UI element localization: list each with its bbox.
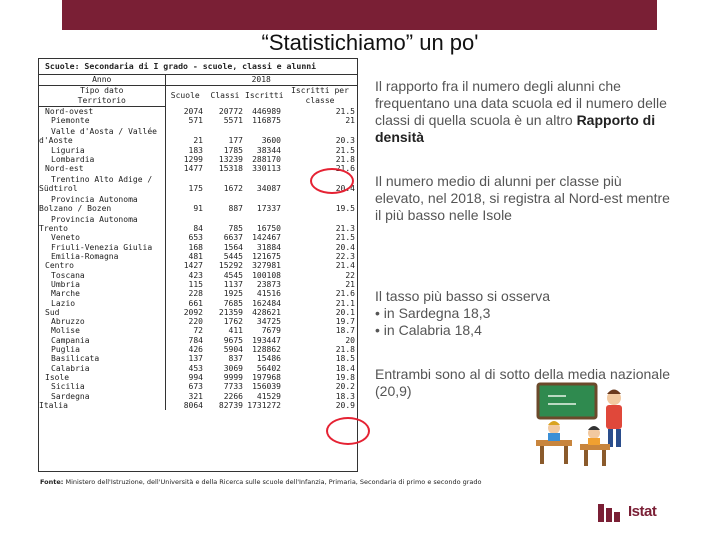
cell-scuole: 994 [188, 372, 203, 382]
table-row [39, 126, 357, 146]
istat-logo-text: Istat [628, 503, 657, 520]
cell-iscritti: 7679 [261, 326, 281, 336]
cell-scuole: 1477 [183, 164, 203, 174]
row-label-line2: Südtirol [39, 184, 78, 194]
table-row [39, 382, 357, 391]
paragraph-lowest [375, 288, 670, 339]
cell-scuole: 137 [188, 354, 203, 364]
cell-iscritti: 197968 [252, 372, 281, 382]
cell-per-classe: 20.1 [335, 307, 355, 317]
slide-title: “Statistichiamo” un po' [261, 30, 479, 55]
cell-per-classe: 21.8 [335, 345, 355, 355]
cell-per-classe: 21.5 [335, 233, 355, 243]
cell-iscritti: 288170 [252, 154, 281, 164]
cell-iscritti: 162484 [252, 298, 281, 308]
table-row [39, 261, 357, 270]
cell-iscritti: 327981 [252, 261, 281, 271]
cell-per-classe: 21.8 [335, 154, 355, 164]
table-row [39, 345, 357, 354]
cell-per-classe: 21.5 [335, 145, 355, 155]
row-label: Nord-est [39, 164, 165, 173]
cell-scuole: 72 [193, 326, 203, 336]
cell-per-classe: 20 [345, 335, 355, 345]
cell-per-classe: 21 [345, 116, 355, 126]
cell-classi: 837 [228, 354, 243, 364]
cell-per-classe: 19.8 [335, 372, 355, 382]
row-label-line1: Valle d'Aosta / Vallée [51, 127, 157, 136]
cell-iscritti: 193447 [252, 335, 281, 345]
cell-scuole: 653 [188, 233, 203, 243]
row-label: Toscana [39, 271, 165, 280]
table-row [39, 280, 357, 289]
cell-per-classe: 20.4 [335, 242, 355, 252]
cell-classi: 1137 [223, 279, 243, 289]
table-row [39, 401, 357, 410]
cell-classi: 6637 [223, 233, 243, 243]
row-label: Umbria [39, 280, 165, 289]
row-label: Nord-ovest [39, 107, 165, 117]
cell-classi: 1672 [223, 184, 243, 194]
cell-per-classe: 21.6 [335, 289, 355, 299]
cell-classi: 13239 [218, 154, 243, 164]
row-label: Centro [39, 261, 165, 270]
cell-iscritti: 15486 [256, 354, 281, 364]
cell-classi: 3069 [223, 363, 243, 373]
table-row [39, 107, 357, 117]
cell-per-classe: 18.3 [335, 391, 355, 401]
cell-iscritti: 156039 [252, 382, 281, 392]
cell-classi: 1925 [223, 289, 243, 299]
table-row [39, 252, 357, 261]
table-row [39, 243, 357, 252]
cell-scuole: 673 [188, 382, 203, 392]
row-label [39, 213, 165, 233]
table-body [39, 107, 357, 411]
classroom-clipart [530, 378, 640, 470]
table-row [39, 146, 357, 155]
stats-table [39, 75, 357, 410]
row-label: Campania [39, 336, 165, 345]
table-row [39, 233, 357, 242]
cell-scuole: 571 [188, 116, 203, 126]
table-row [39, 354, 357, 363]
row-label [39, 126, 165, 146]
paragraph-average: Il numero medio di alunni per classe più elevato, nel 2018, si registra al Nord-est mentre il più basso nelle Isole [375, 173, 670, 223]
cell-iscritti: 428621 [252, 307, 281, 317]
cell-scuole: 8064 [183, 400, 203, 410]
cell-iscritti: 41529 [256, 391, 281, 401]
table-caption: Scuole: Secondaria di I grado - scuole, classi e alunni [39, 59, 357, 75]
cell-iscritti: 41516 [256, 289, 281, 299]
table-row [39, 317, 357, 326]
cell-iscritti: 34725 [256, 317, 281, 327]
table-row [39, 193, 357, 213]
header-iscritti: Iscritti [245, 91, 284, 101]
cell-scuole: 423 [188, 270, 203, 280]
cell-scuole: 228 [188, 289, 203, 299]
cell-iscritti: 121675 [252, 252, 281, 262]
cell-iscritti: 34087 [256, 184, 281, 194]
cell-classi: 5571 [223, 116, 243, 126]
cell-classi: 1564 [223, 242, 243, 252]
table-row [39, 164, 357, 173]
cell-per-classe: 21 [345, 279, 355, 289]
row-label-line1: Provincia Autonoma [51, 194, 138, 204]
row-label [39, 173, 165, 193]
row-label: Calabria [39, 364, 165, 373]
cell-classi: 887 [228, 204, 243, 214]
cell-scuole: 453 [188, 363, 203, 373]
cell-iscritti: 38344 [256, 145, 281, 155]
row-label: Puglia [39, 345, 165, 354]
cell-classi: 1762 [223, 317, 243, 327]
cell-per-classe: 21.3 [335, 224, 355, 234]
p3-intro: Il tasso più basso si osserva [375, 288, 551, 304]
header-tipo-dato: Tipo dato [39, 86, 165, 97]
cell-classi: 785 [228, 224, 243, 234]
cell-iscritti: 31884 [256, 242, 281, 252]
cell-scuole: 2092 [183, 307, 203, 317]
cell-iscritti: 446989 [252, 107, 281, 116]
header-ipc-line1: Iscritti per [291, 86, 349, 96]
highlight-circle-nord-est [310, 168, 354, 194]
cell-iscritti: 16750 [256, 224, 281, 234]
row-label: Molise [39, 326, 165, 335]
cell-scuole: 183 [188, 145, 203, 155]
highlight-circle-isole [326, 417, 370, 445]
top-bar [62, 0, 657, 30]
cell-per-classe: 18.5 [335, 354, 355, 364]
table-row [39, 308, 357, 317]
cell-per-classe: 21.5 [335, 107, 355, 116]
row-label-line1: Trentino Alto Adige / [51, 174, 153, 184]
source-text: Ministero dell'Istruzione, dell'Università e della Ricerca sulle scuole dell'Infanzia, Primaria, Secondaria di primo e secondo grado [65, 478, 482, 486]
row-label: Basilicata [39, 354, 165, 363]
table-row [39, 213, 357, 233]
cell-iscritti: 128862 [252, 345, 281, 355]
cell-scuole: 168 [188, 242, 203, 252]
cell-scuole: 321 [188, 391, 203, 401]
cell-scuole: 21 [193, 136, 203, 146]
paragraph-below-average: Entrambi sono al di sotto della media nazionale (20,9) [375, 366, 670, 399]
cell-classi: 7685 [223, 298, 243, 308]
cell-iscritti: 23873 [256, 279, 281, 289]
p3-item-calabria: • in Calabria 18,4 [375, 322, 482, 338]
cell-per-classe: 20.4 [335, 184, 355, 194]
row-label: Sardegna [39, 392, 165, 401]
cell-classi: 177 [228, 136, 243, 146]
cell-scuole: 2074 [183, 107, 203, 116]
table-row [39, 364, 357, 373]
cell-iscritti: 330113 [252, 164, 281, 174]
cell-classi: 2266 [223, 391, 243, 401]
cell-iscritti: 142467 [252, 233, 281, 243]
cell-iscritti: 56402 [256, 363, 281, 373]
row-label: Veneto [39, 233, 165, 242]
cell-per-classe: 18.7 [335, 326, 355, 336]
cell-scuole: 426 [188, 345, 203, 355]
table-row [39, 116, 357, 125]
row-label: Lombardia [39, 155, 165, 164]
row-label-line2: Bolzano / Bozen [39, 204, 112, 214]
data-table [38, 58, 358, 472]
row-label: Piemonte [39, 116, 165, 125]
cell-per-classe: 19.5 [335, 204, 355, 214]
header-year: 2018 [165, 75, 357, 86]
cell-iscritti: 116875 [252, 116, 281, 126]
header-territorio: Territorio [39, 96, 165, 107]
header-anno: Anno [39, 75, 165, 86]
cell-classi: 15292 [218, 261, 243, 271]
p3-item-sardegna: • in Sardegna 18,3 [375, 305, 491, 321]
table-row [39, 289, 357, 298]
cell-classi: 4545 [223, 270, 243, 280]
row-label: Italia [39, 401, 165, 410]
p1-bold: Rapporto di densità [375, 112, 656, 145]
header-classi: Classi [210, 91, 240, 101]
table-row [39, 299, 357, 308]
row-label-line1: Provincia Autonoma [51, 214, 138, 224]
cell-scuole: 1299 [183, 154, 203, 164]
cell-per-classe: 20.3 [335, 136, 355, 146]
cell-per-classe: 20.9 [335, 400, 355, 410]
cell-scuole: 91 [193, 204, 203, 214]
row-label: Emilia-Romagna [39, 252, 165, 261]
header-ipc-line2: classe [305, 96, 335, 106]
p1-text: Il rapporto fra il numero degli alunni che frequentano una data scuola ed il numero delle classi di quella scuola è un altro [375, 78, 667, 128]
row-label: Lazio [39, 299, 165, 308]
table-row [39, 155, 357, 164]
cell-classi: 411 [228, 326, 243, 336]
cell-classi: 21359 [218, 307, 243, 317]
cell-scuole: 175 [188, 184, 203, 194]
row-label: Isole [39, 373, 165, 382]
row-label: Friuli-Venezia Giulia [39, 243, 165, 252]
row-label [39, 193, 165, 213]
cell-per-classe: 21.4 [335, 261, 355, 271]
cell-classi: 5445 [223, 252, 243, 262]
cell-per-classe: 19.7 [335, 317, 355, 327]
cell-iscritti: 100108 [252, 270, 281, 280]
table-row [39, 173, 357, 193]
row-label-line2: Trento [39, 224, 68, 234]
cell-iscritti: 17337 [256, 204, 281, 214]
cell-per-classe: 22 [345, 270, 355, 280]
cell-iscritti: 1731272 [247, 400, 281, 410]
cell-per-classe: 18.4 [335, 363, 355, 373]
cell-classi: 20772 [218, 107, 243, 116]
cell-per-classe: 22.3 [335, 252, 355, 262]
cell-scuole: 220 [188, 317, 203, 327]
cell-per-classe: 20.2 [335, 382, 355, 392]
cell-classi: 7733 [223, 382, 243, 392]
cell-scuole: 1427 [183, 261, 203, 271]
table-row [39, 392, 357, 401]
paragraph-density [375, 78, 670, 146]
cell-classi: 5904 [223, 345, 243, 355]
row-label: Sud [39, 308, 165, 317]
cell-scuole: 481 [188, 252, 203, 262]
table-row [39, 336, 357, 345]
header-scuole: Scuole [170, 91, 200, 101]
table-row [39, 326, 357, 335]
cell-per-classe: 21.6 [335, 164, 355, 174]
table-row [39, 271, 357, 280]
header-iscritti-per-classe [283, 86, 357, 107]
cell-classi: 9675 [223, 335, 243, 345]
table-row [39, 373, 357, 382]
cell-scuole: 84 [193, 224, 203, 234]
cell-classi: 9999 [223, 372, 243, 382]
row-label: Abruzzo [39, 317, 165, 326]
row-label: Marche [39, 289, 165, 298]
table-source [40, 478, 680, 486]
row-label: Sicilia [39, 382, 165, 391]
cell-scuole: 115 [188, 279, 203, 289]
cell-iscritti: 3600 [261, 136, 281, 146]
cell-classi: 15318 [218, 164, 243, 174]
cell-scuole: 784 [188, 335, 203, 345]
cell-scuole: 661 [188, 298, 203, 308]
row-label: Liguria [39, 146, 165, 155]
cell-classi: 1785 [223, 145, 243, 155]
source-label: Fonte: [40, 478, 64, 486]
cell-per-classe: 21.1 [335, 298, 355, 308]
cell-classi: 82739 [218, 400, 243, 410]
row-label-line2: d'Aoste [39, 136, 73, 146]
